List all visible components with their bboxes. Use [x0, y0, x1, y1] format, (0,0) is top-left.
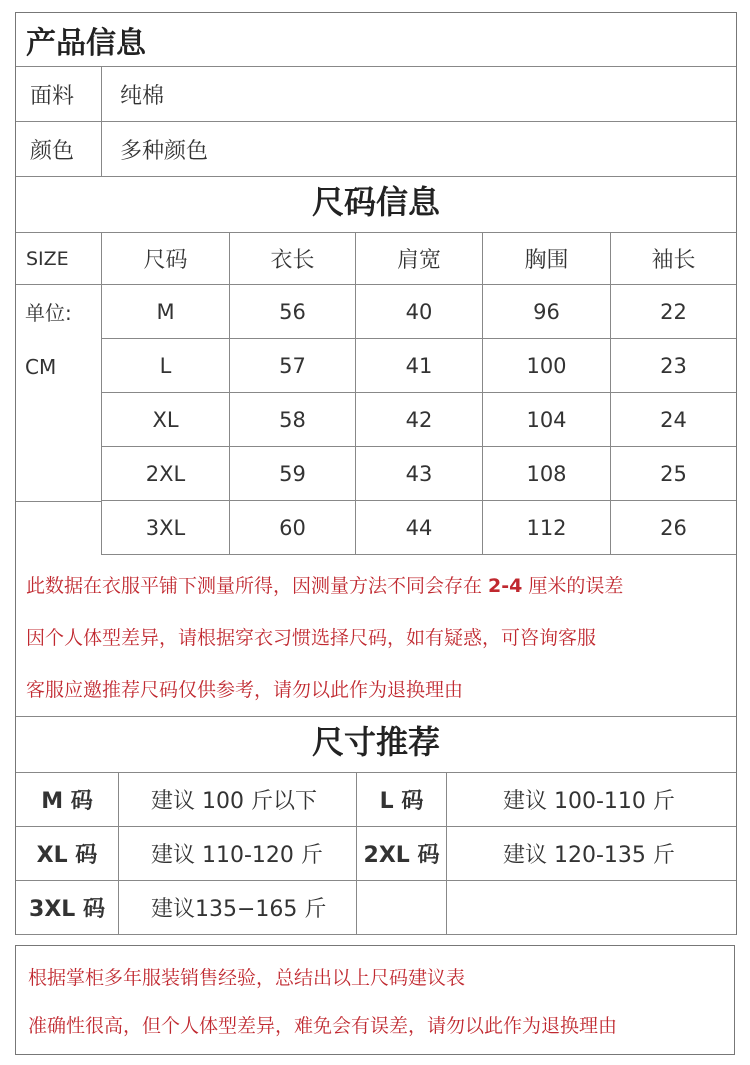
experience-notes [15, 945, 735, 1055]
color-label: 颜色 [16, 122, 102, 176]
length-cell: 56 [230, 285, 356, 338]
recommend-size: 2XL 码 [357, 827, 447, 880]
chest-cell: 96 [483, 285, 611, 338]
unit-label: 单位: [25, 301, 72, 325]
length-cell: 58 [230, 393, 356, 446]
size-table-body [16, 285, 736, 555]
size-chart-sheet [15, 12, 737, 935]
error-range: 2-4 [488, 575, 523, 597]
recommend-row [16, 881, 736, 935]
size-cell: 2XL [102, 447, 230, 500]
sleeve-cell: 25 [660, 461, 687, 486]
note-line-2: 因个人体型差异，请根据穿衣习惯选择尺码，如有疑惑，可咨询客服 [26, 627, 597, 649]
shoulder-cell: 43 [356, 447, 483, 500]
sleeve-cell: 23 [660, 353, 687, 378]
size-cell: L [102, 339, 230, 392]
footer-note-2: 准确性很高，但个人体型差异，难免会有误差，请勿以此作为退换理由 [28, 1015, 618, 1037]
shoulder-cell: 41 [356, 339, 483, 392]
color-row [16, 122, 736, 177]
table-row [102, 393, 736, 447]
header-length: 衣长 [230, 233, 356, 284]
recommend-size: L 码 [357, 773, 447, 826]
length-cell: 57 [230, 339, 356, 392]
size-cell: XL [102, 393, 230, 446]
unit-value: CM [25, 355, 57, 379]
recommend-size-empty [357, 881, 447, 934]
header-size: SIZE [16, 233, 102, 284]
product-info-title: 产品信息 [16, 13, 736, 67]
size-table-header [16, 233, 736, 285]
size-info-title: 尺码信息 [16, 177, 736, 233]
size-cell: M [102, 285, 230, 338]
fabric-row [16, 67, 736, 122]
fabric-value: 纯棉 [120, 83, 165, 109]
note-line-1: 此数据在衣服平铺下测量所得，因测量方法不同会存在 2-4 厘米的误差 [26, 575, 624, 597]
note-line-3: 客服应邀推荐尺码仅供参考，请勿以此作为退换理由 [26, 679, 464, 701]
table-row [102, 285, 736, 339]
length-cell: 60 [230, 501, 356, 554]
footer-note-1: 根据掌柜多年服装销售经验，总结出以上尺码建议表 [28, 967, 466, 989]
recommend-weight: 建议 110-120 斤 [119, 827, 357, 880]
recommend-weight: 建议 120-135 斤 [503, 843, 675, 868]
chest-cell: 108 [483, 447, 611, 500]
chest-cell: 104 [483, 393, 611, 446]
sleeve-cell: 26 [660, 515, 687, 540]
recommend-row [16, 827, 736, 881]
header-shoulder: 肩宽 [356, 233, 483, 284]
recommend-weight: 建议 100 斤以下 [119, 773, 357, 826]
sleeve-cell: 24 [660, 407, 687, 432]
header-size-code: 尺码 [102, 233, 230, 284]
sleeve-cell: 22 [660, 299, 687, 324]
table-row [102, 447, 736, 501]
table-row [102, 501, 736, 555]
color-value: 多种颜色 [120, 138, 209, 164]
size-recommend-title: 尺寸推荐 [16, 717, 736, 773]
fabric-label: 面料 [16, 67, 102, 121]
table-row [102, 339, 736, 393]
recommend-weight: 建议 100-110 斤 [503, 789, 675, 814]
chest-cell: 100 [483, 339, 611, 392]
recommend-weight-empty [447, 881, 736, 934]
header-chest: 胸围 [483, 233, 611, 284]
size-cell: 3XL [102, 501, 230, 554]
shoulder-cell: 40 [356, 285, 483, 338]
shoulder-cell: 44 [356, 501, 483, 554]
shoulder-cell: 42 [356, 393, 483, 446]
recommend-row [16, 773, 736, 827]
length-cell: 59 [230, 447, 356, 500]
measurement-notes [16, 555, 736, 717]
size-rows [102, 285, 736, 555]
recommend-size: XL 码 [16, 827, 119, 880]
chest-cell: 112 [483, 501, 611, 554]
recommend-weight: 建议135−165 斤 [119, 881, 357, 934]
unit-divider [16, 501, 101, 502]
recommend-size: M 码 [16, 773, 119, 826]
header-sleeve: 袖长 [651, 248, 696, 273]
recommend-size: 3XL 码 [16, 881, 119, 934]
unit-column [16, 285, 102, 555]
